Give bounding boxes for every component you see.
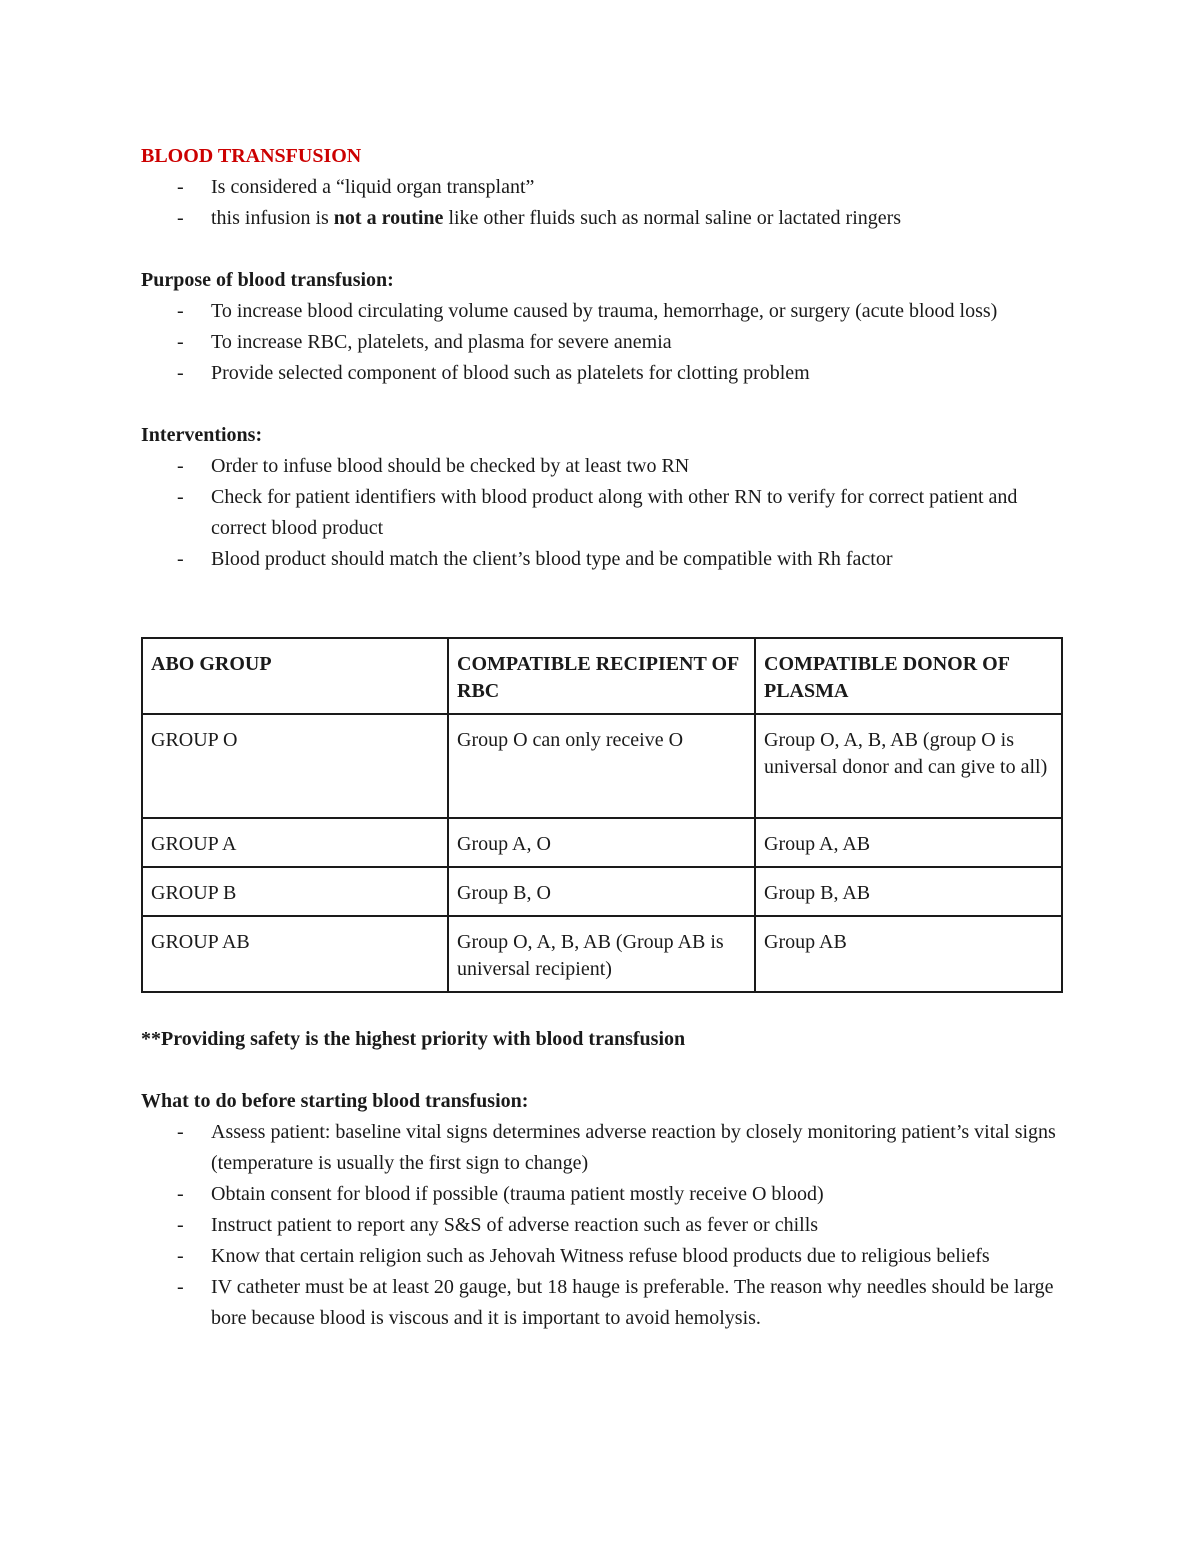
interventions-list [141,451,1060,575]
safety-note: **Providing safety is the highest priority with blood transfusion [141,1028,686,1050]
list-item: - Know that certain religion such as Jehovah Witness refuse blood products due to religious beliefs [141,1241,1060,1272]
list-item: - IV catheter must be at least 20 gauge, but 18 hauge is preferable. The reason why needles should be large bore because blood is viscous and it is important to avoid hemolysis. [141,1272,1060,1334]
table-cell: GROUP O [142,714,448,818]
abo-compatibility-table [141,637,1063,993]
list-item-text: this infusion is [211,207,334,229]
table-header-row [142,638,1062,714]
interventions-heading: Interventions: [141,424,263,446]
list-item: - Order to infuse blood should be checked by at least two RN [141,451,1060,482]
list-item: - Instruct patient to report any S&S of adverse reaction such as fever or chills [141,1210,1060,1241]
before-transfusion-heading: What to do before starting blood transfusion: [141,1090,529,1112]
list-item: - Blood product should match the client’s blood type and be compatible with Rh factor [141,544,1060,575]
list-item: - Assess patient: baseline vital signs determines adverse reaction by closely monitoring patient’s vital signs (temperature is usually the first sign to change) [141,1117,1060,1179]
header-abo-group: ABO GROUP [142,638,448,714]
table-cell: Group A, AB [755,818,1062,867]
table-cell: Group B, AB [755,867,1062,916]
list-item: - To increase blood circulating volume caused by trauma, hemorrhage, or surgery (acute blood loss) [141,296,1060,327]
list-item: - To increase RBC, platelets, and plasma for severe anemia [141,327,1060,358]
table-cell: Group AB [755,916,1062,992]
table-cell: Group O can only receive O [448,714,755,818]
table-cell: Group B, O [448,867,755,916]
purpose-heading: Purpose of blood transfusion: [141,269,394,291]
table-cell: Group O, A, B, AB (Group AB is universal recipient) [448,916,755,992]
list-item: - Is considered a “liquid organ transplant” [141,172,1060,203]
table-row [142,714,1062,818]
header-plasma-donor: COMPATIBLE DONOR OF PLASMA [755,638,1062,714]
purpose-list [141,296,1060,389]
table-row [142,916,1062,992]
table-cell: GROUP AB [142,916,448,992]
list-item: - Obtain consent for blood if possible (trauma patient mostly receive O blood) [141,1179,1060,1210]
list-item-text: like other fluids such as normal saline or lactated ringers [443,207,902,229]
list-item [141,203,1060,234]
table-cell: Group O, A, B, AB (group O is universal donor and can give to all) [755,714,1062,818]
table-row [142,818,1062,867]
emphasis-text: not a routine [333,207,444,229]
list-item: - Check for patient identifiers with blood product along with other RN to verify for correct patient and correct blood product [141,482,1060,544]
document-title: BLOOD TRANSFUSION [141,145,362,167]
table-cell: GROUP B [142,867,448,916]
list-item: - Provide selected component of blood such as platelets for clotting problem [141,358,1060,389]
before-transfusion-list [141,1117,1060,1334]
table-cell: Group A, O [448,818,755,867]
table-cell: GROUP A [142,818,448,867]
header-rbc-recipient: COMPATIBLE RECIPIENT OF RBC [448,638,755,714]
table-row [142,867,1062,916]
intro-list [141,172,1060,234]
